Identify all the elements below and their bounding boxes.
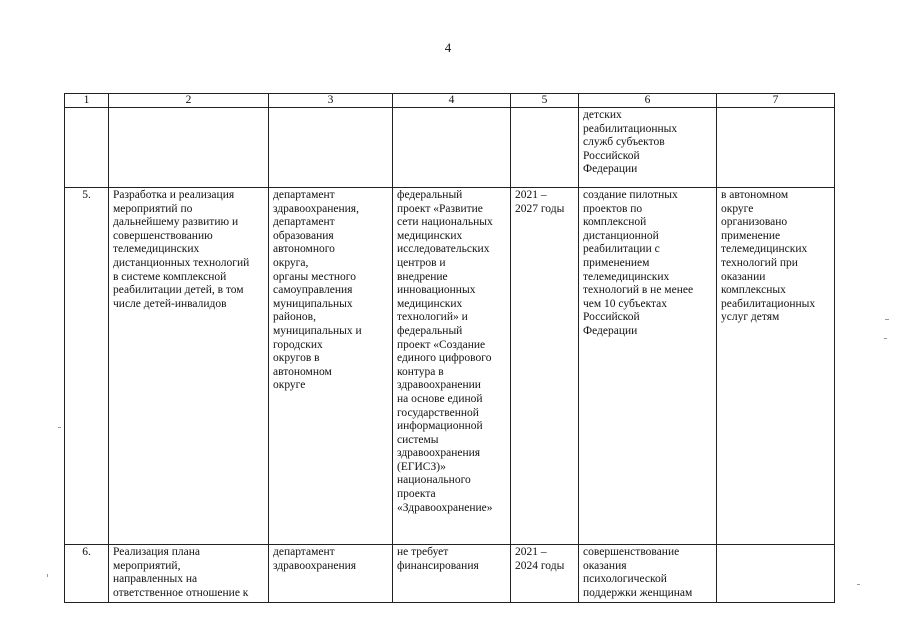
financing-cell: не требует финансирования bbox=[393, 545, 511, 603]
scan-speck bbox=[47, 574, 48, 577]
effect-cell bbox=[717, 545, 835, 603]
column-header-4: 4 bbox=[393, 94, 511, 108]
measure-cell: Разработка и реализация мероприятий по дальнейшему развитию и совершенствованию телемедицинских дистанционных технологий в системе комплексной реабилитации детей, в том числе детей-инвалидов bbox=[109, 188, 269, 545]
table-row-continuation bbox=[65, 108, 835, 188]
scan-speck bbox=[885, 319, 889, 320]
executors-cell bbox=[269, 108, 393, 188]
executors-cell: департамент здравоохранения bbox=[269, 545, 393, 603]
executors-cell: департамент здравоохранения, департамент образования автономного округа, органы местного самоуправления муниципальных районов, муниципальных и городских округов в автономном округе bbox=[269, 188, 393, 545]
period-cell bbox=[511, 108, 579, 188]
scan-speck bbox=[857, 584, 860, 585]
result-cell: создание пилотных проектов по комплексной дистанционной реабилитации с применением телемедицинских технологий в не менее чем 10 субъектах Российской Федерации bbox=[579, 188, 717, 545]
result-cell: совершенствование оказания психологической поддержки женщинам bbox=[579, 545, 717, 603]
table-row-5 bbox=[65, 188, 835, 545]
row-number-cell: 5. bbox=[65, 188, 109, 545]
table-row-6 bbox=[65, 545, 835, 603]
period-cell: 2021 – 2024 годы bbox=[511, 545, 579, 603]
measures-table bbox=[64, 93, 835, 603]
column-header-5: 5 bbox=[511, 94, 579, 108]
column-header-6: 6 bbox=[579, 94, 717, 108]
measure-cell: Реализация плана мероприятий, направленных на ответственное отношение к bbox=[109, 545, 269, 603]
financing-cell bbox=[393, 108, 511, 188]
row-number-cell: 6. bbox=[65, 545, 109, 603]
scan-speck bbox=[884, 338, 887, 339]
effect-cell: в автономном округе организовано применение телемедицинских технологий при оказании комплексных реабилитационных услуг детям bbox=[717, 188, 835, 545]
financing-cell: федеральный проект «Развитие сети национальных медицинских исследовательских центров и внедрение инновационных медицинских технологий» и федеральный проект «Создание единого цифрового контура в здравоохранении на основе единой государственной информационной системы здравоохранения (ЕГИСЗ)» национального проекта «Здравоохранение» bbox=[393, 188, 511, 545]
page-number: 4 bbox=[444, 40, 452, 55]
measure-cell bbox=[109, 108, 269, 188]
scan-speck bbox=[58, 427, 61, 428]
effect-cell bbox=[717, 108, 835, 188]
result-cell: детских реабилитационных служб субъектов Российской Федерации bbox=[579, 108, 717, 188]
row-number-cell bbox=[65, 108, 109, 188]
column-header-7: 7 bbox=[717, 94, 835, 108]
column-header-2: 2 bbox=[109, 94, 269, 108]
column-header-3: 3 bbox=[269, 94, 393, 108]
column-header-1: 1 bbox=[65, 94, 109, 108]
period-cell: 2021 – 2027 годы bbox=[511, 188, 579, 545]
header-row bbox=[65, 94, 835, 108]
